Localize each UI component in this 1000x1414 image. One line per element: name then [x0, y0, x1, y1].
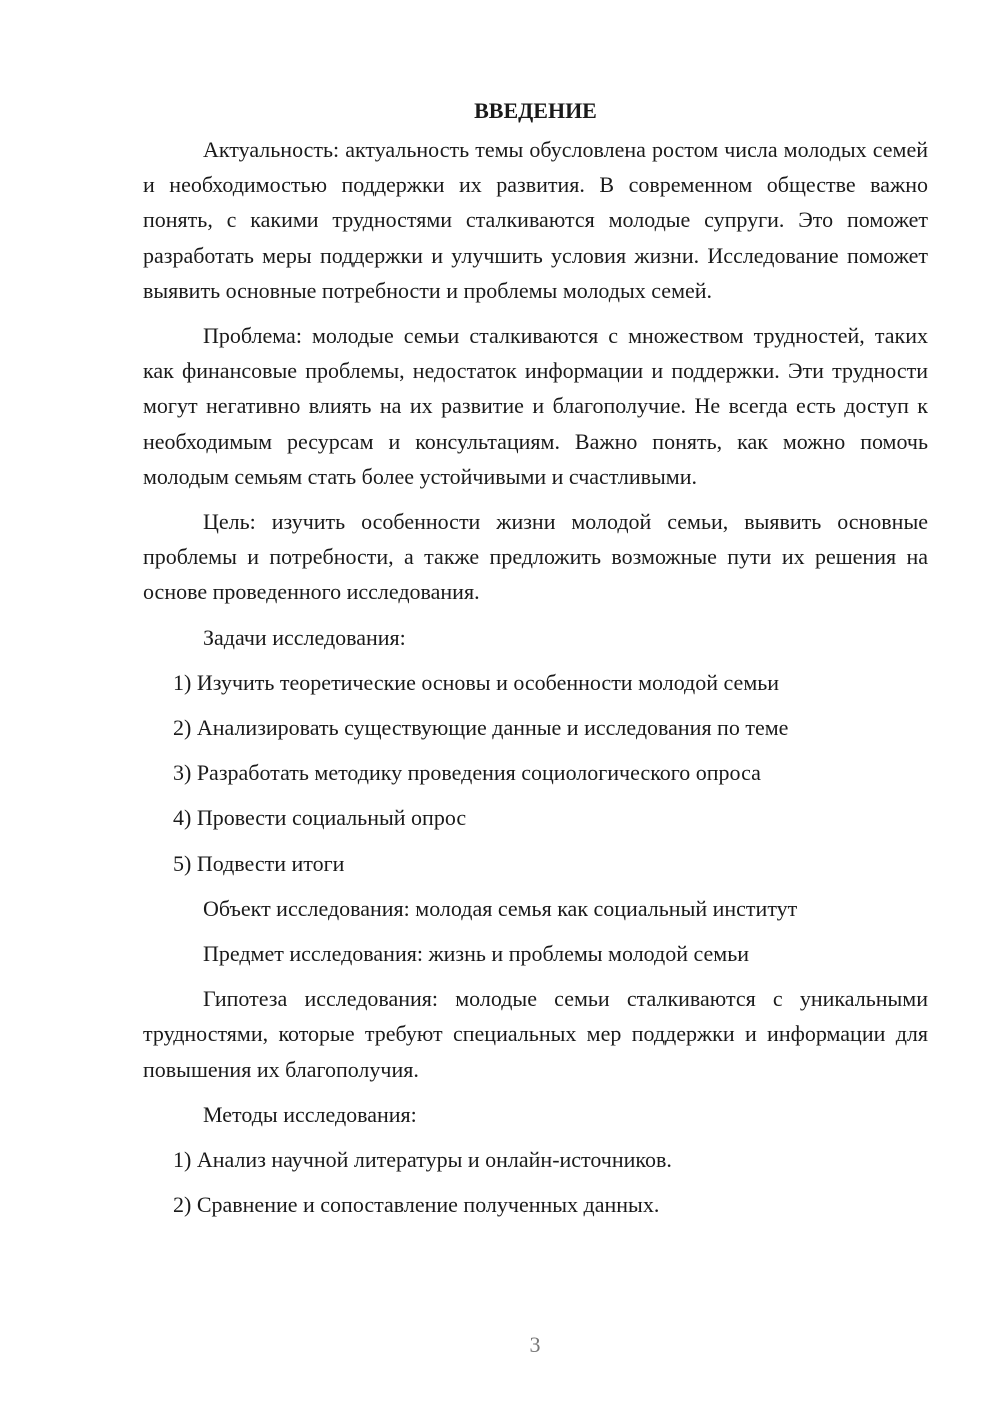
page-number: 3	[529, 1332, 541, 1357]
paragraph-object: Объект исследования: молодая семья как социальный институт	[203, 895, 798, 921]
methods-list	[143, 1142, 928, 1222]
list-item: 1) Изучить теоретические основы и особенности молодой семьи	[173, 669, 780, 695]
paragraph-hypothesis: Гипотеза исследования: молодые семьи сталкиваются с уникальными трудностями, которые требуют специальных мер поддержки и информации для повышения их благополучия.	[143, 986, 928, 1082]
list-item: 4) Провести социальный опрос	[173, 805, 467, 831]
document-page	[143, 96, 928, 1232]
methods-heading: Методы исследования:	[203, 1101, 417, 1127]
paragraph-relevance: Актуальность: актуальность темы обусловлена ростом числа молодых семей и необходимостью поддержки их развития. В современном обществе важно понять, с какими трудностями сталкиваются молодые супруги. Это поможет разработать меры поддержки и улучшить условия жизни. Исследование поможет выявить основные потребности и проблемы молодых семей.	[143, 137, 928, 303]
list-item: 1) Анализ научной литературы и онлайн-источников.	[173, 1147, 672, 1173]
paragraph-subject: Предмет исследования: жизнь и проблемы молодой семьи	[203, 941, 750, 967]
paragraph-goal: Цель: изучить особенности жизни молодой семьи, выявить основные проблемы и потребности, а также предложить возможные пути их решения на основе проведенного исследования.	[143, 509, 928, 605]
section-title: ВВЕДЕНИЕ	[474, 98, 597, 123]
list-item: 3) Разработать методику проведения социологического опроса	[173, 760, 761, 786]
list-item: 5) Подвести итоги	[173, 850, 345, 876]
list-item: 2) Сравнение и сопоставление полученных данных.	[173, 1192, 660, 1218]
tasks-heading: Задачи исследования:	[203, 624, 406, 650]
list-item: 2) Анализировать существующие данные и исследования по теме	[173, 715, 789, 741]
paragraph-problem: Проблема: молодые семьи сталкиваются с множеством трудностей, таких как финансовые проблемы, недостаток информации и поддержки. Эти трудности могут негативно влиять на их развитие и благополучие. Не всегда есть доступ к необходимым ресурсам и консультациям. Важно понять, как можно помочь молодым семьям стать более устойчивыми и счастливыми.	[143, 323, 928, 489]
tasks-list	[143, 665, 928, 881]
